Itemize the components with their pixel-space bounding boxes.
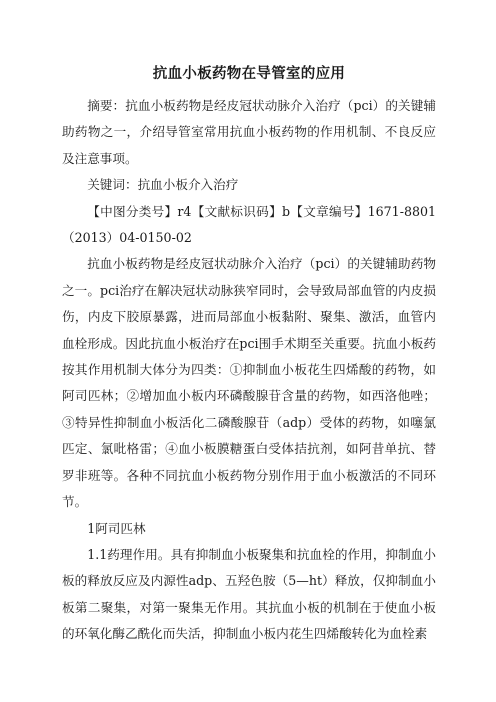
abstract-paragraph: 摘要：抗血小板药物是经皮冠状动脉介入治疗（pci）的关键辅助药物之一，介绍导管室常用抗血小板药物的作用机制、不良反应及注意事项。 [62, 98, 436, 166]
section-paragraph: 1.1药理作用。具有抑制血小板聚集和抗血栓的作用，抑制血小板的释放反应及内源性adp、五羟色胺（5—ht）释放，仅抑制血小板第二聚集，对第一聚集无作用。其抗血小板的机制在于使血小板的环氧化酶乙酰化而失活，抑制血小板内花生四烯酸转化为血栓素 [62, 546, 436, 642]
intro-paragraph: 抗血小板药物是经皮冠状动脉介入治疗（pci）的关键辅助药物之一。pci治疗在解决冠状动脉狭窄同时，会导致局部血管的内皮损伤，内皮下胶原暴露，进而局部血小板黏附、聚集、激活，血管内血栓形成。因此抗血小板治疗在pci围手术期至关重要。抗血小板药按其作用机制大体分为四类：①抑制血小板花生四烯酸的药物，如阿司匹林；②增加血小板内环磷酸腺苷含量的药物，如西洛他唑；③特异性抑制血小板活化二磷酸腺苷（adp）受体的药物，如噻氯匹定、氯吡格雷；④血小板膜糖蛋白受体拮抗剂，如阿昔单抗、替罗非班等。各种不同抗血小板药物分别作用于血小板激活的不同环节。 [62, 256, 436, 510]
section-heading: 1阿司匹林 [87, 520, 146, 536]
document-title: 抗血小板药物在导管室的应用 [152, 66, 346, 82]
keywords-paragraph: 关键词：抗血小板介入治疗 [87, 177, 239, 193]
classification-paragraph: 【中图分类号】r4【文献标识码】b【文章编号】1671-8801（2013）04-0150-02 [62, 203, 436, 246]
